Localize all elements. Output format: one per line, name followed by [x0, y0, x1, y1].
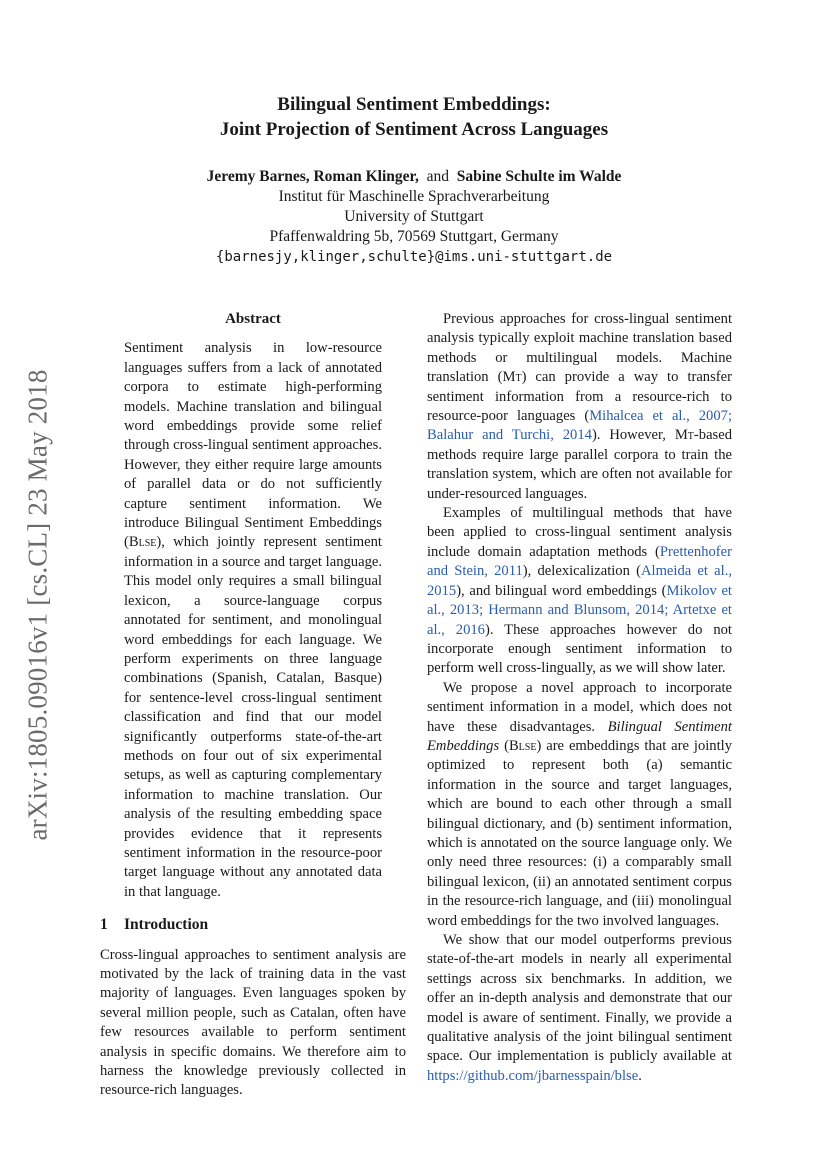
citation-link[interactable]: Balahur and Turchi, 2014: [427, 427, 592, 444]
left-column: [100, 310, 406, 1101]
blse-acronym: Blse: [128, 534, 157, 551]
title-line-1: Bilingual Sentiment Embeddings:: [277, 94, 551, 115]
citation-link[interactable]: Mihalcea et al., 2007: [589, 408, 728, 425]
abstract-heading: Abstract: [225, 311, 281, 327]
arxiv-identifier: arXiv:1805.09016v1 [cs.CL] 23 May 2018: [22, 369, 53, 841]
intro-paragraph-3: Examples of multilingual methods that have been applied to cross-lingual sentiment analysis include domain adaptation methods (Prettenhofer and Stein, 2011), delexicalization (Almeida et al., 2015), and bilingual word embeddings (Mikolov et al., 2013; Hermann and Blunsom, 2014; Artetxe et al., 2016). These approaches however do not incorporate enough sentiment information to perform well cross-lingually, as we will show later.: [427, 505, 732, 677]
intro-paragraph-1: Cross-lingual approaches to sentiment analysis are motivated by the lack of training data in the vast majority of languages. Even languages spoken by several million people, such as Catalan, often have few resources available to perform sentiment analysis in specific domains. We therefore aim to harness the knowledge previously collected in resource-rich languages.: [100, 946, 406, 1099]
affiliation-institute: Institut für Maschinelle Sprachverarbeitung: [278, 188, 550, 205]
affiliation-university: University of Stuttgart: [344, 208, 484, 225]
citation-link[interactable]: Mikolov et al., 2013: [427, 582, 732, 619]
citation-link[interactable]: Hermann and Blunsom, 2014: [488, 602, 665, 619]
author-names: [0, 167, 828, 187]
github-link[interactable]: https://github.com/jbarnesspain/blse: [427, 1067, 639, 1084]
intro-paragraph-2: Previous approaches for cross-lingual sentiment analysis typically exploit machine translation based methods or multilingual models. Machine translation (Mt) can provide a way to transfer sentiment information from a resource-rich to resource-poor languages (Mihalcea et al., 2007; Balahur and Turchi, 2014). However, Mt-based methods require large parallel corpora to train the translation system, which are often not available for under-resourced languages.: [427, 311, 732, 502]
author-names-first: Jeremy Barnes, Roman Klinger,: [206, 168, 419, 185]
right-column: [427, 310, 732, 1086]
author-names-last: Sabine Schulte im Walde: [456, 168, 622, 185]
citation-link[interactable]: Artetxe et al., 2016: [427, 602, 732, 638]
author-email: {barnesjy,klinger,schulte}@ims.uni-stuttgart.de: [215, 249, 613, 265]
author-block: [0, 167, 828, 267]
intro-paragraph-5: We show that our model outperforms previous state-of-the-art models in nearly all experimental settings across six benchmarks. In addition, we offer an in-depth analysis and demonstrate that our model is aware of sentiment. Finally, we provide a qualitative analysis of the joint bilingual sentiment space. Our implementation is publicly available at https://github.com/jbarnesspain/blse.: [427, 932, 732, 1084]
abstract-text: Sentiment analysis in low-resource languages suffers from a lack of annotated corpora to estimate high-performing models. Machine translation and bilingual word embeddings provide some relief through cross-lingual sentiment approaches. However, they either require large amounts of parallel data or do not sufficiently capture sentiment information. We introduce Bilingual Sentiment Embeddings (Blse), which jointly represent sentiment information in a source and target language. This model only requires a small bilingual lexicon, a source-language corpus annotated for sentiment, and monolingual word embeddings for each language. We perform experiments on three language combinations (Spanish, Catalan, Basque) for sentence-level cross-lingual sentiment classification and find that our model significantly outperforms state-of-the-art methods on four out of six experimental setups, as well as capturing complementary information to machine translation. Our analysis of the resulting embedding space provides evidence that it represents sentiment information in the resource-poor target language without any annotated data in that language.: [124, 340, 382, 900]
paper-title: [0, 92, 828, 142]
title-line-2: Joint Projection of Sentiment Across Languages: [219, 119, 609, 140]
author-and: and: [426, 168, 449, 185]
arxiv-sidebar: [16, 355, 60, 855]
section-heading-introduction: [100, 915, 406, 934]
section-title: Introduction: [124, 916, 209, 934]
citation-link[interactable]: Prettenhofer and Stein, 2011: [427, 543, 732, 580]
intro-paragraph-4: We propose a novel approach to incorporate sentiment information in a model, which does not have these disadvantages. Bilingual Sentiment Embeddings (Blse) are embeddings that are jointly optimized to represent both (a) semantic information in the source and target languages, which are bound to each other through a small bilingual dictionary, and (b) sentiment information, which is annotated on the source language only. We only need three resources: (i) a comparably small bilingual lexicon, (ii) an annotated sentiment corpus in the resource-rich language, and (iii) monolingual word embeddings for the two involved languages.: [427, 679, 733, 929]
section-number: 1: [100, 916, 108, 934]
affiliation-address: Pfaffenwaldring 5b, 70569 Stuttgart, Germany: [269, 228, 559, 245]
citation-link[interactable]: Almeida et al., 2015: [427, 563, 732, 599]
